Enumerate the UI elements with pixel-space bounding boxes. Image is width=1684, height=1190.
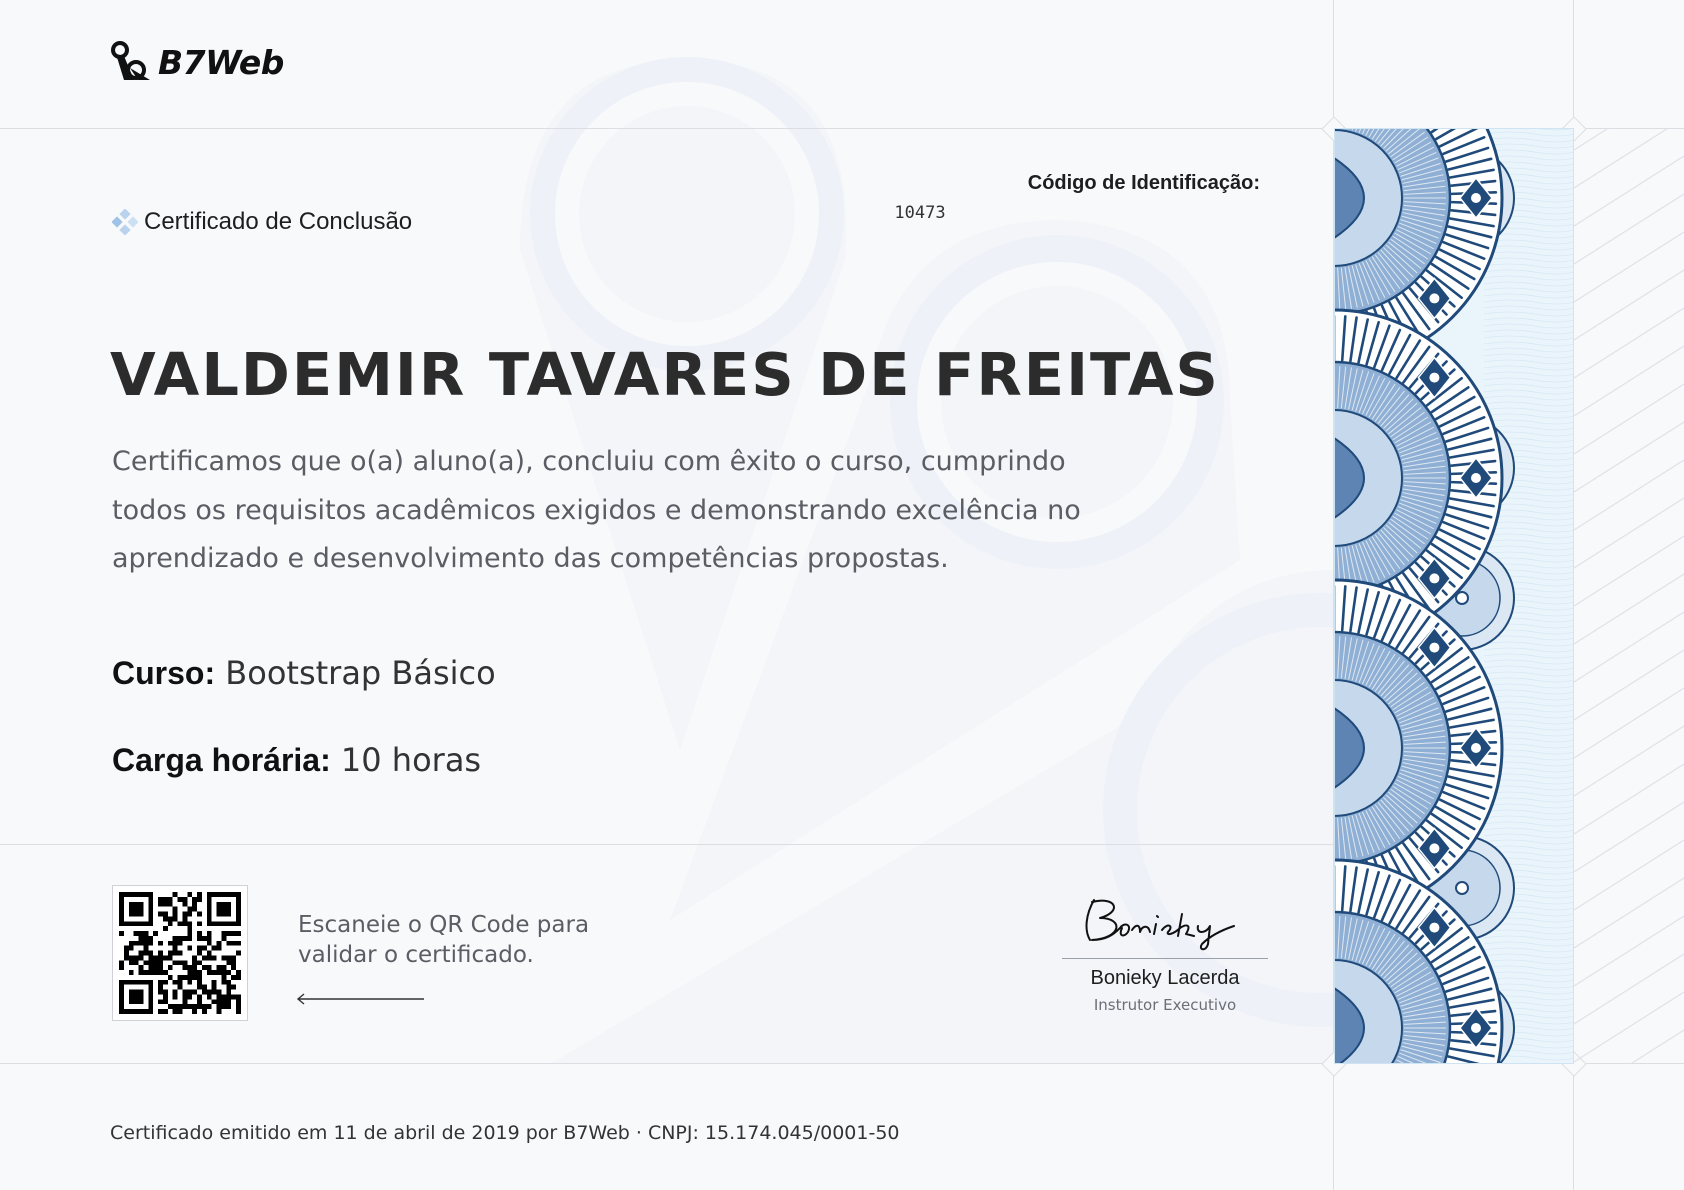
validation-qr-code[interactable] xyxy=(112,885,248,1021)
content-divider xyxy=(0,844,1334,845)
diagonal-hatch-pattern xyxy=(1574,128,1684,1064)
brand-logo-text: B7Web xyxy=(158,42,284,82)
course-row xyxy=(112,654,496,692)
course-label: Curso: xyxy=(112,655,216,691)
signature-block xyxy=(1062,890,1268,1014)
course-value: Bootstrap Básico xyxy=(225,654,496,692)
signature-line xyxy=(1062,958,1268,959)
signer-role: Instrutor Executivo xyxy=(1093,996,1237,1014)
hours-value: 10 horas xyxy=(340,741,482,779)
qr-hint-text: Escaneie o QR Code para validar o certificado. xyxy=(298,912,590,968)
hours-label: Carga horária: xyxy=(112,742,331,778)
id-label: Código de Identificação: xyxy=(1027,172,1260,194)
id-value: 10473 xyxy=(894,203,946,223)
handwritten-signature xyxy=(1062,890,1268,954)
issued-footer: Certificado emitido em 11 de abril de 2019 por B7Web · CNPJ: 15.174.045/0001-50 xyxy=(110,1122,900,1144)
hours-row xyxy=(112,741,481,779)
diamond-cluster-icon xyxy=(112,209,138,235)
certificate-type-label: Certificado de Conclusão xyxy=(144,208,413,235)
b7web-logo-icon xyxy=(110,40,154,84)
signer-name: Bonieky Lacerda xyxy=(1090,967,1240,989)
decorative-ornament-band xyxy=(1334,128,1574,1064)
student-name: VALDEMIR TAVARES DE FREITAS xyxy=(110,340,1220,409)
brand-logo xyxy=(110,40,284,84)
arrow-left-icon xyxy=(296,990,426,1009)
certificate-description: Certificamos que o(a) aluno(a), concluiu com êxito o curso, cumprindo todos os requisitos acadêmicos exigidos e demonstrando excelência no aprendizado e desenvolvimento das competências propostas. xyxy=(112,446,1081,574)
certificate-type xyxy=(112,208,412,236)
qr-code-icon xyxy=(119,892,241,1014)
